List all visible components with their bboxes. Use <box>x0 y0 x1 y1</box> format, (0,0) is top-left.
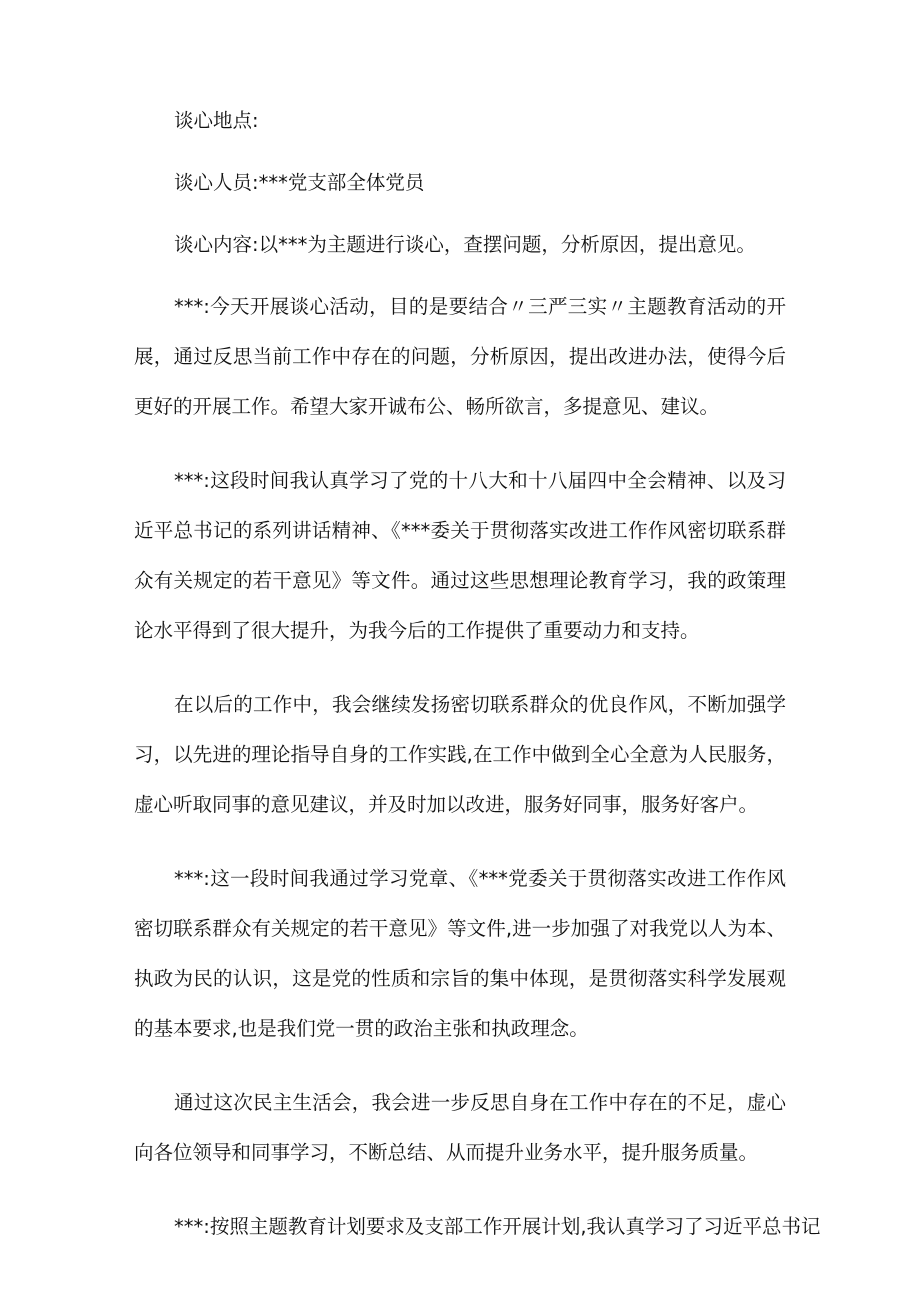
talk-participants-field: 谈心人员:***党支部全体党员 <box>174 171 425 194</box>
paragraph-future-work: 在以后的工作中，我会继续发扬密切联系群众的优良作风，不断加强学习，以先进的理论指导自身的工作实践,在工作中做到全心全意为人民服务，虚心听取同事的意见建议，并及时加以改进，服务好同事，服务好客户。 <box>134 693 786 816</box>
talk-location-field: 谈心地点: <box>174 109 259 132</box>
paragraph-education-plan: ***:按照主题教育计划要求及支部工作开展计划,我认真学习了习近平总书记 <box>174 1215 821 1238</box>
paragraph-self-reflection: 通过这次民主生活会，我会进一步反思自身在工作中存在的不足，虚心向各位领导和同事学习，不断总结、从而提升业务水平，提升服务质量。 <box>134 1091 786 1164</box>
paragraph-opening-remarks: ***:今天开展谈心活动，目的是要结合〃三严三实〃主题教育活动的开展，通过反思当前工作中存在的问题，分析原因，提出改进办法，使得今后更好的开展工作。希望大家开诚布公、畅所欲言，多提意见、建议。 <box>134 295 786 418</box>
document-body <box>134 96 821 1252</box>
paragraph-study-report: ***:这段时间我认真学习了党的十八大和十八届四中全会精神、以及习近平总书记的系列讲话精神、《***委关于贯彻落实改进工作作风密切联系群众有关规定的若干意见》等文件。通过这些思想理论教育学习，我的政策理论水平得到了很大提升，为我今后的工作提供了重要动力和支持。 <box>134 469 786 642</box>
paragraph-party-charter-study: ***:这一段时间我通过学习党章、《***党委关于贯彻落实改进工作作风密切联系群众有关规定的若干意见》等文件,进一步加强了对我党以人为本、执政为民的认识，这是党的性质和宗旨的集中体现，是贯彻落实科学发展观的基本要求,也是我们党一贯的政治主张和执政理念。 <box>134 867 786 1040</box>
talk-content-field: 谈心内容:以***为主题进行谈心，查摆问题，分析原因，提出意见。 <box>174 233 756 256</box>
